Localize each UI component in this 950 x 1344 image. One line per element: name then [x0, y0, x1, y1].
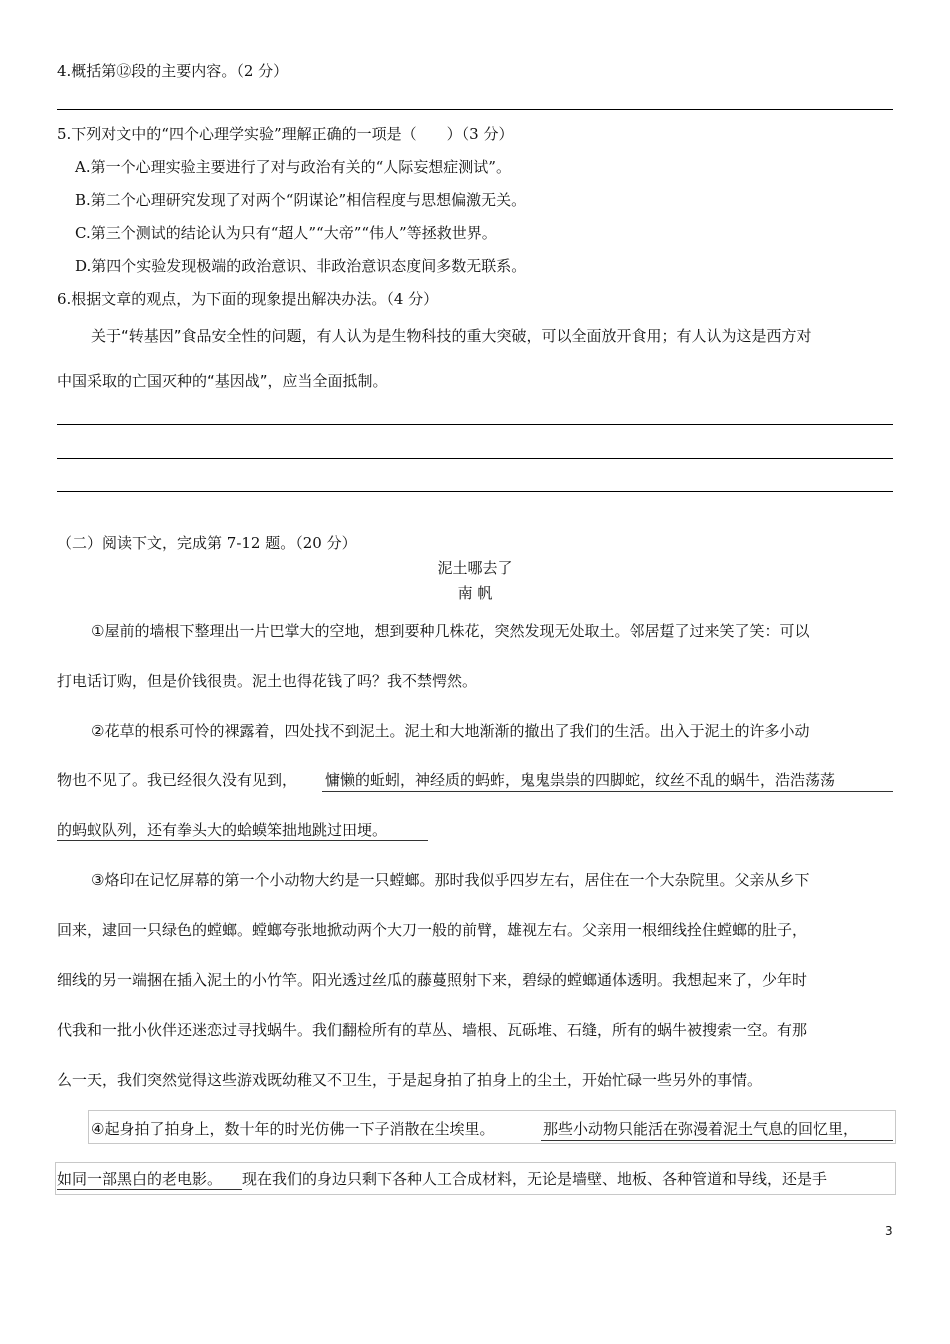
question-6-stem: 6.根据文章的观点，为下面的现象提出解决办法。（4 分） [57, 290, 439, 308]
question-6-material-line-1: 关于“转基因”食品安全性的问题，有人认为是生物科技的重大突破，可以全面放开食用；有人认为这是西方对 [91, 327, 812, 345]
passage-underline [541, 1140, 893, 1141]
answer-line-q4 [57, 109, 893, 110]
passage-underline [57, 1189, 242, 1190]
passage-underline [322, 791, 893, 792]
passage-title: 泥土哪去了 [437, 559, 513, 577]
passage-line: 现在我们的身边只剩下各种人工合成材料，无论是墙壁、地板、各种管道和导线，还是手 [242, 1170, 828, 1188]
passage-line: 代我和一批小伙伴还迷恋过寻找蜗牛。我们翻检所有的草丛、墙根、瓦砾堆、石缝，所有的蜗牛被搜索一空。有那 [57, 1021, 808, 1039]
passage-underline [57, 840, 428, 841]
question-6-material-line-2: 中国采取的亡国灭种的“基因战”，应当全面抵制。 [57, 372, 388, 390]
section-2-heading: （二）阅读下文，完成第 7-12 题。（20 分） [57, 534, 357, 552]
passage-line: 回来，逮回一只绿色的螳螂。螳螂夸张地掀动两个大刀一般的前臂，雄视左右。父亲用一根细线拴住螳螂的肚子， [57, 921, 808, 939]
passage-line: ②花草的根系可怜的裸露着，四处找不到泥土。泥土和大地渐渐的撤出了我们的生活。出入于泥土的许多小动 [91, 722, 810, 740]
passage-line: ④起身拍了拍身上，数十年的时光仿佛一下子消散在尘埃里。 [91, 1120, 495, 1138]
passage-underlined-sentence: 慵懒的蚯蚓，神经质的蚂蚱，鬼鬼祟祟的四脚蛇，纹丝不乱的蜗牛，浩浩荡荡 [325, 771, 836, 789]
passage-line: 打电话订购，但是价钱很贵。泥土也得花钱了吗？我不禁愕然。 [57, 672, 478, 690]
passage-line: 物也不见了。我已经很久没有见到， [57, 771, 298, 789]
answer-line-q6-2 [57, 458, 893, 459]
page-number: 3 [885, 1224, 893, 1238]
question-5-option-a: A.第一个心理实验主要进行了对与政治有关的“人际妄想症测试”。 [75, 158, 511, 176]
passage-line: 么一天，我们突然觉得这些游戏既幼稚又不卫生，于是起身拍了拍身上的尘土，开始忙碌一些另外的事情。 [57, 1071, 763, 1089]
question-4: 4.概括第⑫段的主要内容。（2 分） [57, 62, 289, 80]
passage-underlined-sentence: 如同一部黑白的老电影。 [57, 1170, 223, 1188]
answer-line-q6-1 [57, 424, 893, 425]
passage-underlined-sentence: 那些小动物只能活在弥漫着泥土气息的回忆里， [543, 1120, 859, 1138]
passage-underlined-sentence: 的蚂蚁队列，还有拳头大的蛤蟆笨拙地跳过田埂。 [57, 821, 388, 839]
passage-line: ③烙印在记忆屏幕的第一个小动物大约是一只螳螂。那时我似乎四岁左右，居住在一个大杂院里。父亲从乡下 [91, 871, 810, 889]
question-5-option-b: B.第二个心理研究发现了对两个“阴谋论”相信程度与思想偏激无关。 [75, 191, 527, 209]
answer-line-q6-3 [57, 491, 893, 492]
question-5-stem: 5.下列对文中的“四个心理学实验”理解正确的一项是（ ）（3 分） [57, 125, 514, 143]
passage-line: ①屋前的墙根下整理出一片巴掌大的空地，想到要种几株花，突然发现无处取土。邻居踅了过来笑了笑：可以 [91, 622, 810, 640]
question-5-option-c: C.第三个测试的结论认为只有“超人”“大帝”“伟人”等拯救世界。 [75, 224, 497, 242]
passage-author: 南 帆 [457, 584, 493, 602]
question-5-option-d: D.第四个实验发现极端的政治意识、非政治意识态度间多数无联系。 [75, 257, 527, 275]
passage-line: 细线的另一端捆在插入泥土的小竹竿。阳光透过丝瓜的藤蔓照射下来，碧绿的螳螂通体透明。我想起来了，少年时 [57, 971, 808, 989]
